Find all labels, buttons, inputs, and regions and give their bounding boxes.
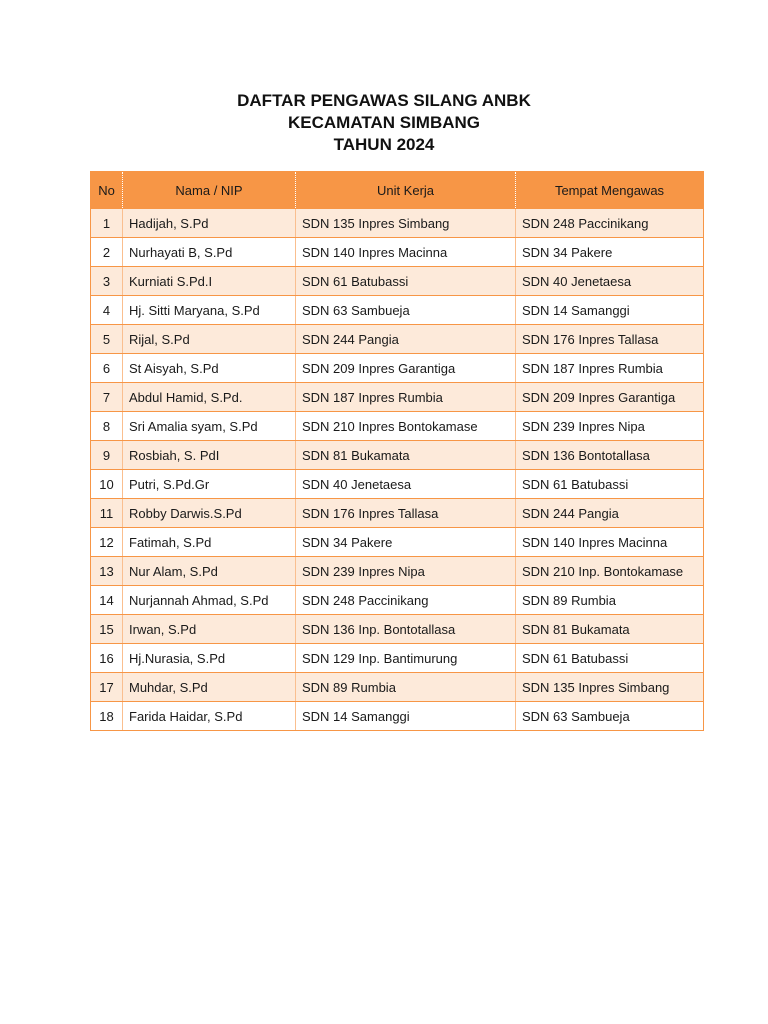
cell-nama-nip: Irwan, S.Pd (123, 615, 296, 644)
table-header (91, 172, 704, 209)
cell-nama-nip: Hj.Nurasia, S.Pd (123, 644, 296, 673)
cell-tempat-mengawas: SDN 136 Bontotallasa (516, 441, 704, 470)
cell-tempat-mengawas: SDN 239 Inpres Nipa (516, 412, 704, 441)
cell-tempat-mengawas: SDN 81 Bukamata (516, 615, 704, 644)
cell-no: 13 (91, 557, 123, 586)
cell-nama-nip: Hj. Sitti Maryana, S.Pd (123, 296, 296, 325)
cell-nama-nip: Abdul Hamid, S.Pd. (123, 383, 296, 412)
cell-no: 16 (91, 644, 123, 673)
table-row (91, 557, 704, 586)
cell-tempat-mengawas: SDN 209 Inpres Garantiga (516, 383, 704, 412)
cell-no: 8 (91, 412, 123, 441)
cell-unit-kerja: SDN 248 Paccinikang (296, 586, 516, 615)
table-row (91, 441, 704, 470)
cell-no: 6 (91, 354, 123, 383)
cell-unit-kerja: SDN 14 Samanggi (296, 702, 516, 731)
document-title (0, 90, 768, 156)
cell-nama-nip: Putri, S.Pd.Gr (123, 470, 296, 499)
cell-unit-kerja: SDN 40 Jenetaesa (296, 470, 516, 499)
cell-unit-kerja: SDN 129 Inp. Bantimurung (296, 644, 516, 673)
cell-no: 5 (91, 325, 123, 354)
cell-nama-nip: Rijal, S.Pd (123, 325, 296, 354)
header-row (91, 172, 704, 209)
cell-unit-kerja: SDN 63 Sambueja (296, 296, 516, 325)
cell-nama-nip: Nur Alam, S.Pd (123, 557, 296, 586)
cell-unit-kerja: SDN 89 Rumbia (296, 673, 516, 702)
cell-no: 2 (91, 238, 123, 267)
cell-unit-kerja: SDN 61 Batubassi (296, 267, 516, 296)
table-row (91, 325, 704, 354)
table-row (91, 528, 704, 557)
title-line-3: TAHUN 2024 (333, 135, 435, 154)
table-row (91, 586, 704, 615)
cell-no: 18 (91, 702, 123, 731)
cell-unit-kerja: SDN 176 Inpres Tallasa (296, 499, 516, 528)
cell-unit-kerja: SDN 81 Bukamata (296, 441, 516, 470)
cell-unit-kerja: SDN 34 Pakere (296, 528, 516, 557)
cell-no: 7 (91, 383, 123, 412)
cell-no: 15 (91, 615, 123, 644)
table-body (91, 209, 704, 731)
cell-nama-nip: Hadijah, S.Pd (123, 209, 296, 238)
table-row (91, 673, 704, 702)
cell-no: 3 (91, 267, 123, 296)
cell-nama-nip: Nurhayati B, S.Pd (123, 238, 296, 267)
cell-no: 1 (91, 209, 123, 238)
cell-nama-nip: Fatimah, S.Pd (123, 528, 296, 557)
header-unit-kerja: Unit Kerja (296, 172, 516, 209)
table-row (91, 412, 704, 441)
cell-tempat-mengawas: SDN 248 Paccinikang (516, 209, 704, 238)
cell-unit-kerja: SDN 140 Inpres Macinna (296, 238, 516, 267)
cell-unit-kerja: SDN 135 Inpres Simbang (296, 209, 516, 238)
table-row (91, 470, 704, 499)
cell-nama-nip: Farida Haidar, S.Pd (123, 702, 296, 731)
cell-unit-kerja: SDN 244 Pangia (296, 325, 516, 354)
table-row (91, 499, 704, 528)
header-nama-nip: Nama / NIP (123, 172, 296, 209)
cell-tempat-mengawas: SDN 210 Inp. Bontokamase (516, 557, 704, 586)
cell-tempat-mengawas: SDN 61 Batubassi (516, 644, 704, 673)
cell-no: 14 (91, 586, 123, 615)
cell-nama-nip: Muhdar, S.Pd (123, 673, 296, 702)
cell-tempat-mengawas: SDN 244 Pangia (516, 499, 704, 528)
table-row (91, 238, 704, 267)
cell-unit-kerja: SDN 210 Inpres Bontokamase (296, 412, 516, 441)
cell-no: 17 (91, 673, 123, 702)
table-row (91, 615, 704, 644)
table-row (91, 267, 704, 296)
cell-unit-kerja: SDN 239 Inpres Nipa (296, 557, 516, 586)
table-row (91, 644, 704, 673)
cell-nama-nip: Sri Amalia syam, S.Pd (123, 412, 296, 441)
table-row (91, 296, 704, 325)
cell-tempat-mengawas: SDN 61 Batubassi (516, 470, 704, 499)
header-tempat-mengawas: Tempat Mengawas (516, 172, 704, 209)
cell-tempat-mengawas: SDN 40 Jenetaesa (516, 267, 704, 296)
cell-nama-nip: Kurniati S.Pd.I (123, 267, 296, 296)
cell-tempat-mengawas: SDN 34 Pakere (516, 238, 704, 267)
cell-tempat-mengawas: SDN 89 Rumbia (516, 586, 704, 615)
cell-tempat-mengawas: SDN 140 Inpres Macinna (516, 528, 704, 557)
cell-no: 12 (91, 528, 123, 557)
cell-no: 11 (91, 499, 123, 528)
cell-tempat-mengawas: SDN 176 Inpres Tallasa (516, 325, 704, 354)
cell-unit-kerja: SDN 209 Inpres Garantiga (296, 354, 516, 383)
cell-no: 10 (91, 470, 123, 499)
cell-unit-kerja: SDN 136 Inp. Bontotallasa (296, 615, 516, 644)
cell-tempat-mengawas: SDN 63 Sambueja (516, 702, 704, 731)
cell-tempat-mengawas: SDN 135 Inpres Simbang (516, 673, 704, 702)
table-row (91, 702, 704, 731)
table-row (91, 209, 704, 238)
table-row (91, 354, 704, 383)
cell-tempat-mengawas: SDN 14 Samanggi (516, 296, 704, 325)
cell-unit-kerja: SDN 187 Inpres Rumbia (296, 383, 516, 412)
cell-no: 9 (91, 441, 123, 470)
table-row (91, 383, 704, 412)
supervisor-table (90, 171, 704, 731)
cell-nama-nip: Robby Darwis.S.Pd (123, 499, 296, 528)
title-line-2: KECAMATAN SIMBANG (287, 113, 481, 132)
title-line-1: DAFTAR PENGAWAS SILANG ANBK (237, 91, 531, 110)
cell-nama-nip: St Aisyah, S.Pd (123, 354, 296, 383)
cell-no: 4 (91, 296, 123, 325)
header-no: No (91, 172, 123, 209)
cell-nama-nip: Nurjannah Ahmad, S.Pd (123, 586, 296, 615)
cell-nama-nip: Rosbiah, S. PdI (123, 441, 296, 470)
cell-tempat-mengawas: SDN 187 Inpres Rumbia (516, 354, 704, 383)
